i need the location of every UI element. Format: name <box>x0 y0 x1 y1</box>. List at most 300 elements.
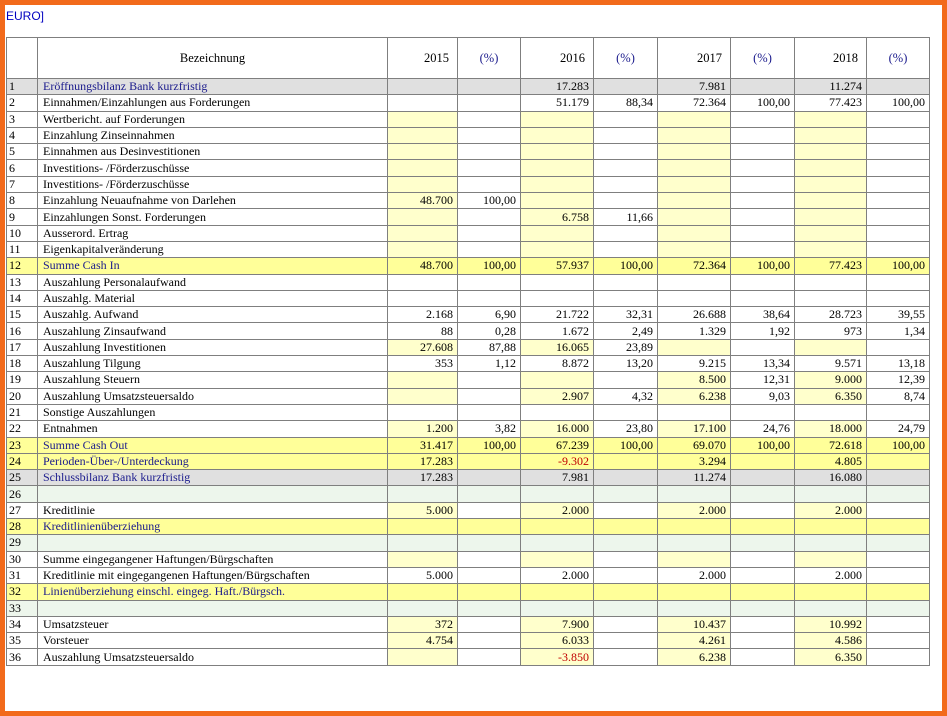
row-number: 22 <box>7 421 38 437</box>
table-row <box>7 274 930 290</box>
value-cell[interactable]: 18.000 <box>795 421 867 437</box>
value-cell <box>795 535 867 551</box>
value-cell[interactable] <box>795 193 867 209</box>
value-cell[interactable] <box>388 127 458 143</box>
percent-cell <box>594 486 658 502</box>
table-row <box>7 290 930 306</box>
value-cell[interactable]: 2.000 <box>658 502 731 518</box>
value-cell[interactable] <box>795 160 867 176</box>
row-number: 16 <box>7 323 38 339</box>
value-cell[interactable] <box>388 160 458 176</box>
table-row <box>7 95 930 111</box>
value-cell <box>521 290 594 306</box>
percent-cell <box>458 225 521 241</box>
table-row <box>7 225 930 241</box>
percent-cell <box>594 372 658 388</box>
percent-cell <box>867 486 930 502</box>
row-label <box>38 600 388 616</box>
value-cell <box>388 79 458 95</box>
value-cell[interactable] <box>658 144 731 160</box>
percent-cell <box>458 649 521 665</box>
percent-cell <box>594 241 658 257</box>
percent-cell: 12,39 <box>867 372 930 388</box>
value-cell[interactable]: 4.754 <box>388 633 458 649</box>
value-cell[interactable] <box>795 209 867 225</box>
row-number: 32 <box>7 584 38 600</box>
value-cell <box>795 584 867 600</box>
value-cell: 69.070 <box>658 437 731 453</box>
percent-cell <box>867 209 930 225</box>
percent-cell <box>867 535 930 551</box>
percent-cell: 100,00 <box>731 95 795 111</box>
value-cell: 7.981 <box>521 470 594 486</box>
value-cell[interactable] <box>795 241 867 257</box>
percent-cell: 6,90 <box>458 307 521 323</box>
row-number: 19 <box>7 372 38 388</box>
value-cell[interactable]: 1.200 <box>388 421 458 437</box>
value-cell: 2.000 <box>795 567 867 583</box>
row-number: 6 <box>7 160 38 176</box>
value-cell[interactable] <box>521 144 594 160</box>
value-cell: 77.423 <box>795 258 867 274</box>
percent-cell <box>731 453 795 469</box>
percent-cell <box>594 519 658 535</box>
percent-cell <box>867 470 930 486</box>
row-label <box>38 486 388 502</box>
percent-cell <box>594 290 658 306</box>
value-cell: 67.239 <box>521 437 594 453</box>
percent-cell <box>594 225 658 241</box>
row-label: Auszahlung Steuern <box>38 372 388 388</box>
row-number: 29 <box>7 535 38 551</box>
row-label: Vorsteuer <box>38 633 388 649</box>
percent-cell <box>867 241 930 257</box>
percent-cell <box>458 453 521 469</box>
table-row <box>7 307 930 323</box>
value-cell[interactable] <box>521 225 594 241</box>
value-cell <box>658 600 731 616</box>
value-cell[interactable]: 4.261 <box>658 633 731 649</box>
value-cell[interactable] <box>388 551 458 567</box>
row-number: 4 <box>7 127 38 143</box>
percent-cell <box>731 225 795 241</box>
percent-cell <box>867 551 930 567</box>
percent-cell <box>867 616 930 632</box>
percent-cell <box>594 584 658 600</box>
percent-cell <box>458 79 521 95</box>
percent-cell: 13,18 <box>867 356 930 372</box>
value-cell: 3.294 <box>658 453 731 469</box>
percent-cell <box>594 470 658 486</box>
value-cell <box>795 290 867 306</box>
percent-cell <box>731 584 795 600</box>
row-number: 28 <box>7 519 38 535</box>
percent-cell <box>458 372 521 388</box>
value-cell[interactable]: 16.000 <box>521 421 594 437</box>
row-label: Eröffnungsbilanz Bank kurzfristig <box>38 79 388 95</box>
value-cell: 9.215 <box>658 356 731 372</box>
value-cell[interactable] <box>521 193 594 209</box>
percent-cell: 8,74 <box>867 388 930 404</box>
percent-cell <box>458 160 521 176</box>
value-cell[interactable]: 6.350 <box>795 388 867 404</box>
value-cell <box>521 519 594 535</box>
value-cell: 973 <box>795 323 867 339</box>
percent-cell: 3,82 <box>458 421 521 437</box>
percent-cell <box>594 274 658 290</box>
value-cell[interactable] <box>658 193 731 209</box>
value-cell: 4.805 <box>795 453 867 469</box>
header-row <box>7 38 930 79</box>
table-row <box>7 339 930 355</box>
row-label: Summe eingegangener Haftungen/Bürgschaften <box>38 551 388 567</box>
percent-cell: 4,32 <box>594 388 658 404</box>
value-cell[interactable]: 10.437 <box>658 616 731 632</box>
value-cell[interactable] <box>658 551 731 567</box>
row-label: Perioden-Über-/Unterdeckung <box>38 453 388 469</box>
row-label: Linienüberziehung einschl. eingeg. Haft./Bürgsch. <box>38 584 388 600</box>
percent-cell <box>731 486 795 502</box>
value-cell[interactable] <box>388 225 458 241</box>
percent-cell <box>594 567 658 583</box>
row-number: 5 <box>7 144 38 160</box>
percent-cell <box>594 633 658 649</box>
year-2018-header: 2018 <box>795 38 867 79</box>
value-cell: 2.000 <box>521 567 594 583</box>
percent-cell: 1,92 <box>731 323 795 339</box>
value-cell <box>521 535 594 551</box>
percent-cell <box>731 649 795 665</box>
value-cell <box>795 404 867 420</box>
value-cell[interactable]: 17.100 <box>658 421 731 437</box>
row-number: 8 <box>7 193 38 209</box>
percent-cell: 100,00 <box>458 193 521 209</box>
row-number: 13 <box>7 274 38 290</box>
row-label: Auszahlung Personalaufwand <box>38 274 388 290</box>
table-row <box>7 567 930 583</box>
row-label: Kreditlinienüberziehung <box>38 519 388 535</box>
row-number: 10 <box>7 225 38 241</box>
percent-cell <box>458 633 521 649</box>
percent-cell <box>458 502 521 518</box>
percent-cell <box>458 551 521 567</box>
pct-2016-header: (%) <box>594 38 658 79</box>
value-cell[interactable]: 4.586 <box>795 633 867 649</box>
value-cell[interactable]: 8.500 <box>658 372 731 388</box>
value-cell[interactable] <box>521 160 594 176</box>
percent-cell: 13,20 <box>594 356 658 372</box>
percent-cell <box>458 144 521 160</box>
value-cell[interactable]: 7.900 <box>521 616 594 632</box>
percent-cell <box>731 290 795 306</box>
value-cell[interactable]: 372 <box>388 616 458 632</box>
value-cell[interactable] <box>795 551 867 567</box>
percent-cell <box>594 649 658 665</box>
table-row <box>7 193 930 209</box>
value-cell: 28.723 <box>795 307 867 323</box>
value-cell[interactable]: 6.238 <box>658 388 731 404</box>
value-cell[interactable] <box>388 372 458 388</box>
percent-cell: 39,55 <box>867 307 930 323</box>
percent-cell <box>731 339 795 355</box>
value-cell[interactable] <box>388 241 458 257</box>
row-number-header <box>7 38 38 79</box>
value-cell[interactable]: 6.033 <box>521 633 594 649</box>
value-cell <box>795 486 867 502</box>
percent-cell <box>731 274 795 290</box>
value-cell <box>388 519 458 535</box>
value-cell[interactable] <box>388 176 458 192</box>
value-cell[interactable] <box>521 176 594 192</box>
row-label <box>38 535 388 551</box>
value-cell[interactable] <box>521 551 594 567</box>
value-cell[interactable]: 6.238 <box>658 649 731 665</box>
percent-cell <box>458 404 521 420</box>
value-cell[interactable]: 48.700 <box>388 193 458 209</box>
table-row <box>7 437 930 453</box>
value-cell <box>521 274 594 290</box>
percent-cell <box>867 176 930 192</box>
value-cell: 26.688 <box>658 307 731 323</box>
row-label: Auszahlung Investitionen <box>38 339 388 355</box>
table-row <box>7 356 930 372</box>
value-cell: 77.423 <box>795 95 867 111</box>
value-cell <box>795 519 867 535</box>
value-cell[interactable] <box>795 225 867 241</box>
value-cell: 9.571 <box>795 356 867 372</box>
value-cell: 1.672 <box>521 323 594 339</box>
row-number: 25 <box>7 470 38 486</box>
value-cell[interactable] <box>521 241 594 257</box>
value-cell[interactable]: 5.000 <box>388 502 458 518</box>
value-cell[interactable]: 2.907 <box>521 388 594 404</box>
value-cell[interactable] <box>521 127 594 143</box>
percent-cell <box>458 584 521 600</box>
percent-cell: 0,28 <box>458 323 521 339</box>
year-2017-header: 2017 <box>658 38 731 79</box>
value-cell[interactable]: 6.758 <box>521 209 594 225</box>
percent-cell <box>731 616 795 632</box>
percent-cell <box>731 144 795 160</box>
value-cell <box>658 584 731 600</box>
percent-cell <box>458 616 521 632</box>
percent-cell: 88,34 <box>594 95 658 111</box>
row-label: Entnahmen <box>38 421 388 437</box>
table-row <box>7 111 930 127</box>
value-cell: 72.364 <box>658 258 731 274</box>
value-cell[interactable] <box>795 111 867 127</box>
value-cell <box>521 486 594 502</box>
value-cell <box>795 600 867 616</box>
row-label: Kreditlinie <box>38 502 388 518</box>
value-cell[interactable] <box>795 144 867 160</box>
value-cell: 5.000 <box>388 567 458 583</box>
percent-cell: 100,00 <box>731 258 795 274</box>
table-row <box>7 258 930 274</box>
row-label: Ausserord. Ertrag <box>38 225 388 241</box>
row-number: 7 <box>7 176 38 192</box>
percent-cell: 12,31 <box>731 372 795 388</box>
percent-cell <box>867 111 930 127</box>
row-label: Sonstige Auszahlungen <box>38 404 388 420</box>
table-row <box>7 404 930 420</box>
percent-cell: 100,00 <box>594 437 658 453</box>
row-number: 9 <box>7 209 38 225</box>
percent-cell <box>594 127 658 143</box>
value-cell[interactable]: 2.000 <box>795 502 867 518</box>
row-number: 27 <box>7 502 38 518</box>
percent-cell <box>731 241 795 257</box>
value-cell <box>658 274 731 290</box>
value-cell[interactable] <box>795 339 867 355</box>
percent-cell <box>731 209 795 225</box>
percent-cell <box>731 551 795 567</box>
row-label: Kreditlinie mit eingegangenen Haftungen/Bürgschaften <box>38 567 388 583</box>
row-label: Wertbericht. auf Forderungen <box>38 111 388 127</box>
percent-cell <box>867 274 930 290</box>
row-number: 17 <box>7 339 38 355</box>
row-number: 3 <box>7 111 38 127</box>
table-row <box>7 470 930 486</box>
percent-cell: 1,34 <box>867 323 930 339</box>
value-cell: 17.283 <box>388 470 458 486</box>
percent-cell <box>458 127 521 143</box>
value-cell[interactable] <box>388 111 458 127</box>
row-label: Einnahmen/Einzahlungen aus Forderungen <box>38 95 388 111</box>
row-number: 20 <box>7 388 38 404</box>
table-row <box>7 421 930 437</box>
value-cell[interactable] <box>388 649 458 665</box>
value-cell <box>388 290 458 306</box>
row-number: 18 <box>7 356 38 372</box>
row-number: 36 <box>7 649 38 665</box>
value-cell: 11.274 <box>658 470 731 486</box>
value-cell[interactable] <box>658 176 731 192</box>
value-cell <box>521 600 594 616</box>
percent-cell <box>594 600 658 616</box>
percent-cell: 100,00 <box>731 437 795 453</box>
row-label: Auszahlung Umsatzsteuersaldo <box>38 649 388 665</box>
percent-cell <box>458 209 521 225</box>
value-cell[interactable]: 27.608 <box>388 339 458 355</box>
percent-cell: 2,49 <box>594 323 658 339</box>
value-cell[interactable]: 10.992 <box>795 616 867 632</box>
row-label: Einzahlung Neuaufnahme von Darlehen <box>38 193 388 209</box>
percent-cell <box>867 160 930 176</box>
value-cell[interactable] <box>658 127 731 143</box>
value-cell[interactable] <box>658 241 731 257</box>
value-cell: 51.179 <box>521 95 594 111</box>
value-cell[interactable]: 9.000 <box>795 372 867 388</box>
percent-cell <box>594 535 658 551</box>
row-number: 21 <box>7 404 38 420</box>
pct-2017-header: (%) <box>731 38 795 79</box>
value-cell[interactable] <box>388 388 458 404</box>
value-cell[interactable]: 2.000 <box>521 502 594 518</box>
row-label: Summe Cash In <box>38 258 388 274</box>
table-row <box>7 160 930 176</box>
value-cell: 88 <box>388 323 458 339</box>
percent-cell <box>458 567 521 583</box>
percent-cell <box>731 567 795 583</box>
percent-cell <box>594 144 658 160</box>
value-cell: 57.937 <box>521 258 594 274</box>
value-cell <box>658 535 731 551</box>
row-label: Auszahlg. Aufwand <box>38 307 388 323</box>
row-number: 35 <box>7 633 38 649</box>
value-cell[interactable]: 6.350 <box>795 649 867 665</box>
value-cell <box>658 519 731 535</box>
value-cell[interactable] <box>658 209 731 225</box>
value-cell[interactable] <box>795 176 867 192</box>
table-row <box>7 600 930 616</box>
percent-cell <box>731 502 795 518</box>
value-cell[interactable] <box>658 225 731 241</box>
percent-cell <box>731 633 795 649</box>
value-cell[interactable] <box>795 127 867 143</box>
table-row <box>7 616 930 632</box>
table-row <box>7 584 930 600</box>
row-label: Auszahlung Zinsaufwand <box>38 323 388 339</box>
percent-cell <box>867 502 930 518</box>
value-cell: 11.274 <box>795 79 867 95</box>
value-cell[interactable]: 16.065 <box>521 339 594 355</box>
table-row <box>7 79 930 95</box>
value-cell[interactable] <box>658 339 731 355</box>
row-number: 2 <box>7 95 38 111</box>
percent-cell: 23,80 <box>594 421 658 437</box>
percent-cell <box>458 176 521 192</box>
percent-cell <box>458 241 521 257</box>
value-cell[interactable] <box>388 209 458 225</box>
row-number: 15 <box>7 307 38 323</box>
value-cell: 21.722 <box>521 307 594 323</box>
row-label: Auszahlg. Material <box>38 290 388 306</box>
percent-cell <box>458 290 521 306</box>
value-cell[interactable]: -3.850 <box>521 649 594 665</box>
table-row <box>7 453 930 469</box>
percent-cell <box>458 519 521 535</box>
row-number: 14 <box>7 290 38 306</box>
table-row <box>7 241 930 257</box>
value-cell[interactable] <box>658 160 731 176</box>
table-row <box>7 486 930 502</box>
percent-cell <box>867 453 930 469</box>
row-label: Auszahlung Umsatzsteuersaldo <box>38 388 388 404</box>
row-label: Investitions- /Förderzuschüsse <box>38 160 388 176</box>
value-cell[interactable] <box>521 111 594 127</box>
value-cell: 7.981 <box>658 79 731 95</box>
row-number: 12 <box>7 258 38 274</box>
row-label: Summe Cash Out <box>38 437 388 453</box>
percent-cell: 100,00 <box>867 437 930 453</box>
table-row <box>7 144 930 160</box>
value-cell <box>521 584 594 600</box>
value-cell: 72.618 <box>795 437 867 453</box>
value-cell[interactable] <box>521 372 594 388</box>
percent-cell <box>867 79 930 95</box>
value-cell <box>388 535 458 551</box>
percent-cell <box>867 600 930 616</box>
row-label: Schlussbilanz Bank kurzfristig <box>38 470 388 486</box>
value-cell[interactable] <box>388 144 458 160</box>
value-cell <box>658 290 731 306</box>
value-cell: 353 <box>388 356 458 372</box>
percent-cell <box>731 111 795 127</box>
value-cell[interactable] <box>658 111 731 127</box>
table-row <box>7 176 930 192</box>
percent-cell: 100,00 <box>458 258 521 274</box>
